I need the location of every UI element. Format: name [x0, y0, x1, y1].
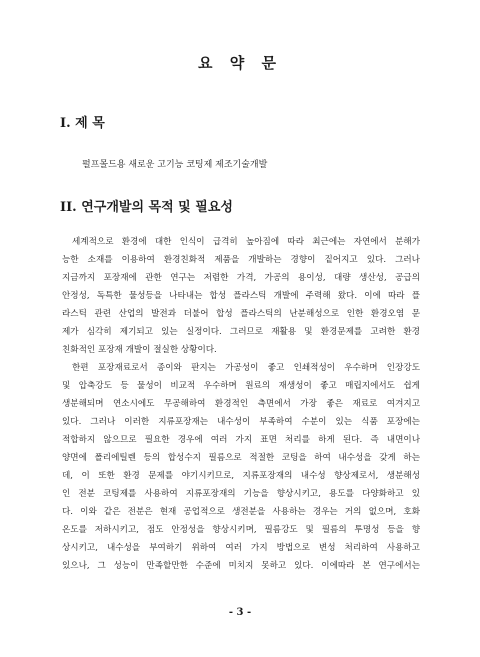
section-heading-purpose: II. 연구개발의 목적 및 필요성 — [60, 200, 233, 215]
body-line: 및 압축강도 등 물성이 비교적 우수하며 원료의 재생성이 좋고 매립지에서도 쉽게 — [62, 381, 420, 391]
page-number: - 3 - — [228, 607, 252, 618]
summary-title: 요 약 문 — [198, 54, 282, 72]
body-line: 온도를 저하시키고, 점도 안정성을 향상시키며, 필름강도 및 필름의 투명성 등을 향 — [62, 525, 420, 535]
section-heading-title: I. 제 목 — [60, 116, 105, 131]
body-line: 인 전분 코팅제를 사용하여 지류포장재의 기능을 향상시키고, 용도를 다양화하고 있 — [62, 489, 420, 499]
body-line: 양면에 폴리에틸렌 등의 합성수지 필름으로 적절한 코팅을 하여 내수성을 갖게 하는 — [62, 453, 420, 463]
body-line: 데, 이 또한 환경 문제를 야기시키므로, 지류포장재의 내수성 향상제로서, 생분해성 — [62, 471, 420, 481]
body-line: 안정성, 독특한 물성등을 나타내는 합성 플라스틱 개발에 주력해 왔다. 이에 따라 플 — [62, 291, 420, 301]
body-line: 세계적으로 환경에 대한 인식이 급격히 높아짐에 따라 최근에는 자연에서 분해가 — [72, 237, 420, 247]
body-line: 있다. 그러나 이러한 지류포장재는 내수성이 부족하여 수분이 있는 식품 포장에는 — [62, 417, 420, 427]
body-line: 능한 소재를 이용하여 환경친화적 제품을 개발하는 경향이 짙어지고 있다. 그러나 — [62, 255, 420, 265]
body-line: 친화적인 포장재 개발이 절실한 상황이다. — [62, 345, 217, 355]
body-line: 상시키고, 내수성을 부여하기 위하여 여러 가지 방법으로 변성 처리하여 사용하고 — [62, 543, 420, 553]
body-line: 한편 포장재료로서 종이와 판지는 가공성이 좋고 인쇄적성이 우수하며 인장강도 — [72, 363, 420, 373]
body-line: 다. 이와 같은 전분은 현재 공업적으로 생전분을 사용하는 경우는 거의 없으며, 호화 — [62, 507, 420, 517]
body-line: 라스틱 관련 산업의 발전과 더불어 합성 플라스틱의 난분해성으로 인한 환경오염 문 — [62, 309, 420, 319]
project-subject: 펄프몰드용 새로운 고기능 코팅제 제조기술개발 — [82, 160, 268, 170]
body-line: 생분해되며 연소시에도 무공해하여 환경적인 측면에서 가장 좋은 재료로 여겨지고 — [62, 399, 420, 409]
body-line: 있으나, 그 성능이 만족할만한 수준에 미치지 못하고 있다. 이에따라 본 연구에서는 — [62, 561, 420, 571]
body-line: 지금까지 포장재에 관한 연구는 저렴한 가격, 가공의 용이성, 대량 생산성, 공급의 — [62, 273, 420, 283]
body-line: 적합하지 않으므로 필요한 경우에 여러 가지 표면 처리를 하게 된다. 즉 내면이나 — [62, 435, 420, 445]
body-line: 제가 심각히 제기되고 있는 실정이다. 그러므로 재활용 및 환경문제를 고려한 환경 — [62, 327, 420, 337]
